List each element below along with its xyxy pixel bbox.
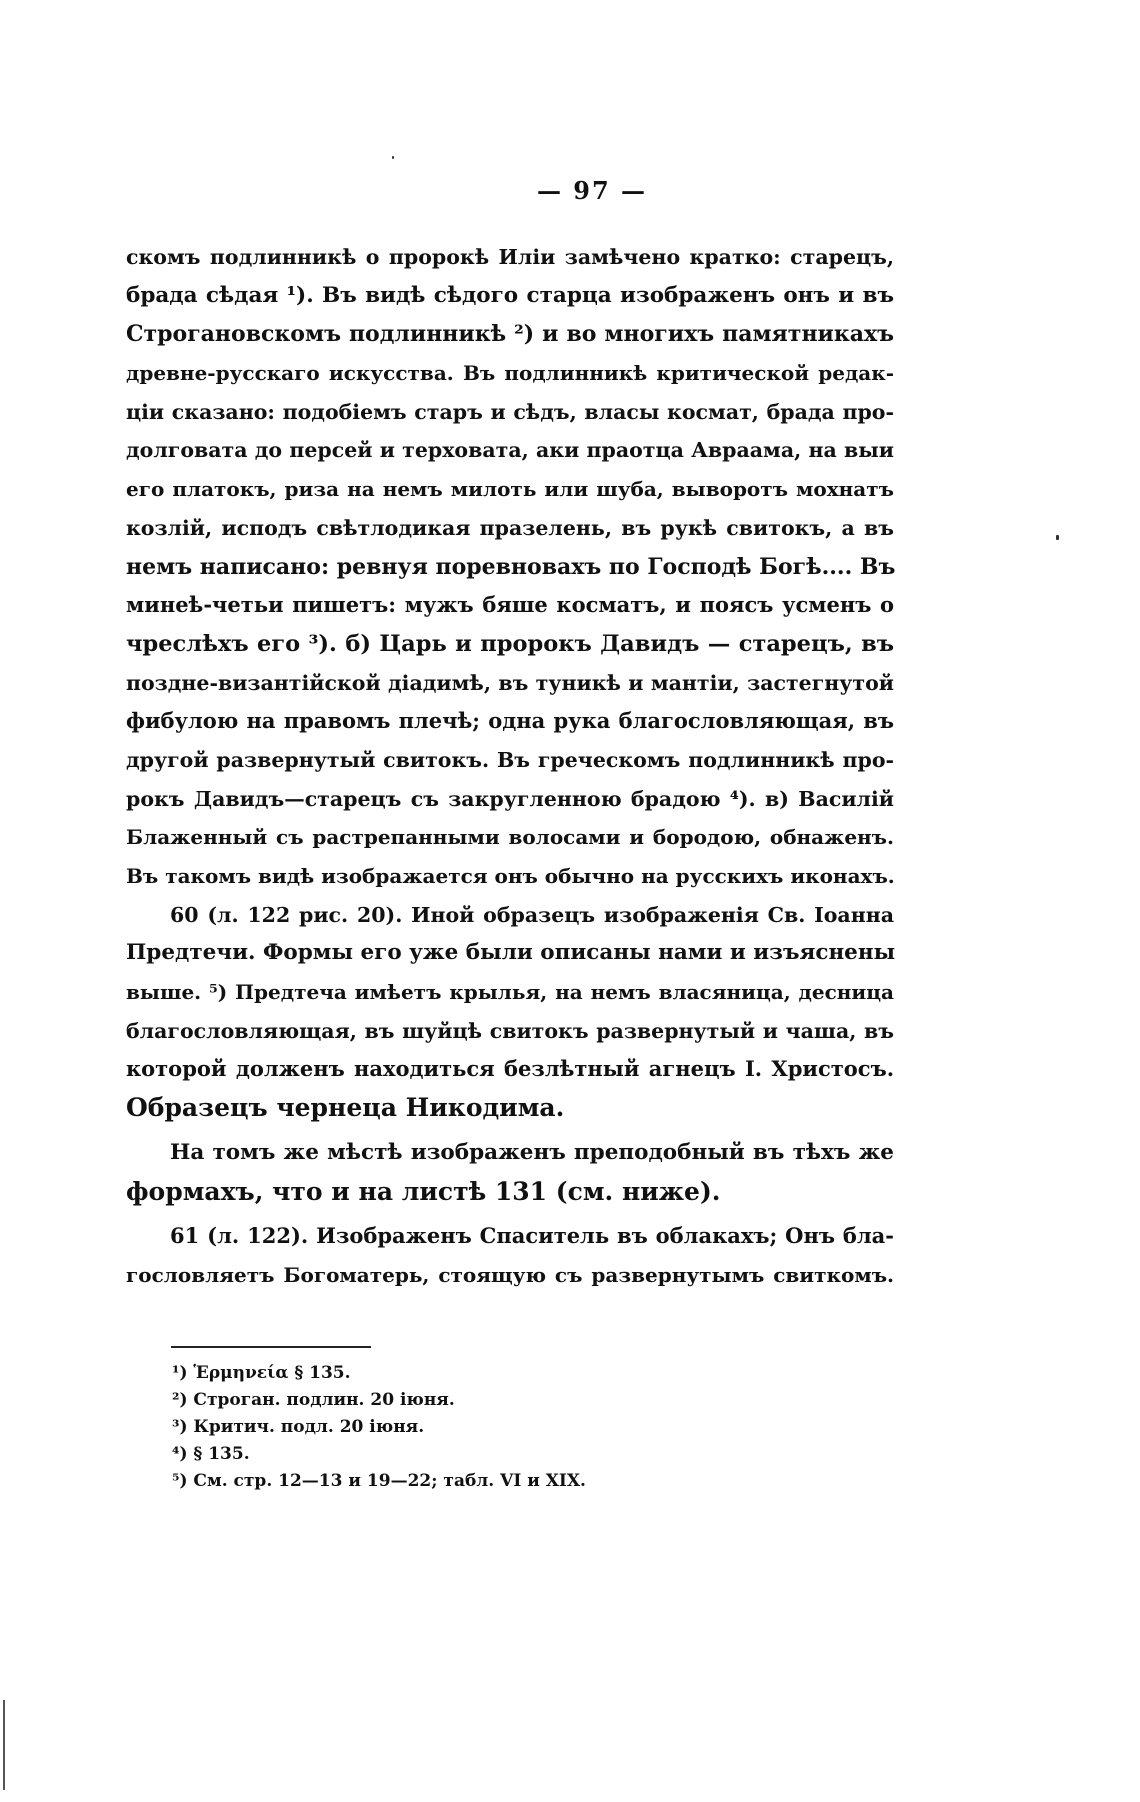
text-line: На томъ же мѣстѣ изображенъ преподобный въ тѣхъ же: [170, 1139, 894, 1165]
text-line: 61 (л. 122). Изображенъ Спаситель въ облакахъ; Онъ бла-: [170, 1223, 894, 1249]
paragraph-2: [126, 896, 894, 1128]
text-line: рокъ Давидъ—старецъ съ закругленною брадою ⁴). в) Василій: [126, 786, 894, 811]
text-line: гословляетъ Богоматерь, стоящую съ развернутымъ свиткомъ.: [126, 1262, 894, 1287]
page-number: — 97 —: [536, 176, 648, 205]
scan-edge-mark: [3, 1700, 5, 1790]
text-line: его платокъ, риза на немъ милоть или шуба, выворотъ мохнатъ: [126, 477, 894, 502]
footnote: ¹) Ἑρμηνεία § 135.: [172, 1363, 351, 1383]
text-line: другой развернутый свитокъ. Въ греческомъ подлинникѣ про-: [126, 747, 894, 772]
footnote: ²) Строган. подлин. 20 іюня.: [172, 1390, 455, 1410]
scan-speck: [392, 156, 394, 159]
paragraph-4: [126, 1217, 894, 1294]
text-line: долговата до персей и терховата, аки праотца Авраама, на выи: [126, 438, 894, 463]
paragraph-1: [126, 238, 894, 896]
text-line: фибулою на правомъ плечѣ; одна рука благословляющая, въ: [126, 708, 894, 734]
text-line: благословляющая, въ шуйцѣ свитокъ развернутый и чаша, въ: [126, 1018, 894, 1043]
text-line: немъ написано: ревнуя поревновахъ по Господѣ Богѣ.... Въ: [126, 553, 896, 580]
text-line: Строгановскомъ подлинникѣ ²) и во многихъ памятникахъ: [126, 321, 894, 348]
text-line: чреслѣхъ его ³). б) Царь и пророкъ Давидъ — старецъ, въ: [126, 630, 894, 657]
paragraph-3: [126, 1134, 894, 1211]
text-line: минеѣ-четьи пишетъ: мужъ бяше косматъ, и поясъ усменъ о: [126, 592, 894, 618]
body-text: [126, 238, 894, 1295]
text-line: Образецъ чернеца Никодима.: [126, 1093, 565, 1123]
text-line: ціи сказано: подобіемъ старъ и сѣдъ, власы космат, брада про-: [126, 399, 894, 424]
text-line: Блаженный съ растрепанными волосами и бородою, обнаженъ.: [126, 825, 894, 850]
text-line: брада сѣдая ¹). Въ видѣ сѣдого старца изображенъ онъ и въ: [126, 282, 894, 308]
footnote: ⁵) См. стр. 12—13 и 19—22; табл. VI и XIX.: [172, 1471, 586, 1491]
text-line: выше. ⁵) Предтеча имѣетъ крылья, на немъ власяница, десница: [126, 980, 894, 1005]
text-line: Въ такомъ видѣ изображается онъ обычно на русскихъ иконахъ.: [126, 864, 895, 888]
footnote-divider: [171, 1346, 371, 1348]
text-line: поздне-византійской діадимѣ, въ туникѣ и мантіи, застегнутой: [126, 670, 894, 695]
footnotes: [172, 1360, 772, 1495]
text-line: Предтечи. Формы его уже были описаны нами и изъяснены: [126, 940, 896, 966]
text-line: скомъ подлинникѣ о пророкѣ Иліи замѣчено кратко: старецъ,: [126, 245, 894, 269]
text-line: которой долженъ находиться безлѣтный агнецъ І. Христосъ.: [126, 1056, 894, 1082]
text-line: формахъ, что и на листѣ 131 (см. ниже).: [126, 1176, 721, 1206]
footnote: ⁴) § 135.: [172, 1444, 250, 1464]
scan-speck: [1056, 535, 1059, 540]
footnote: ³) Критич. подл. 20 іюня.: [172, 1417, 425, 1437]
text-line: козлій, исподъ свѣтлодикая празелень, въ рукѣ свитокъ, а въ: [126, 515, 894, 540]
text-line: 60 (л. 122 рис. 20). Иной образецъ изображенія Св. Іоанна: [170, 902, 894, 927]
text-line: древне-русскаго искусства. Въ подлинникѣ критической редак-: [126, 361, 894, 386]
